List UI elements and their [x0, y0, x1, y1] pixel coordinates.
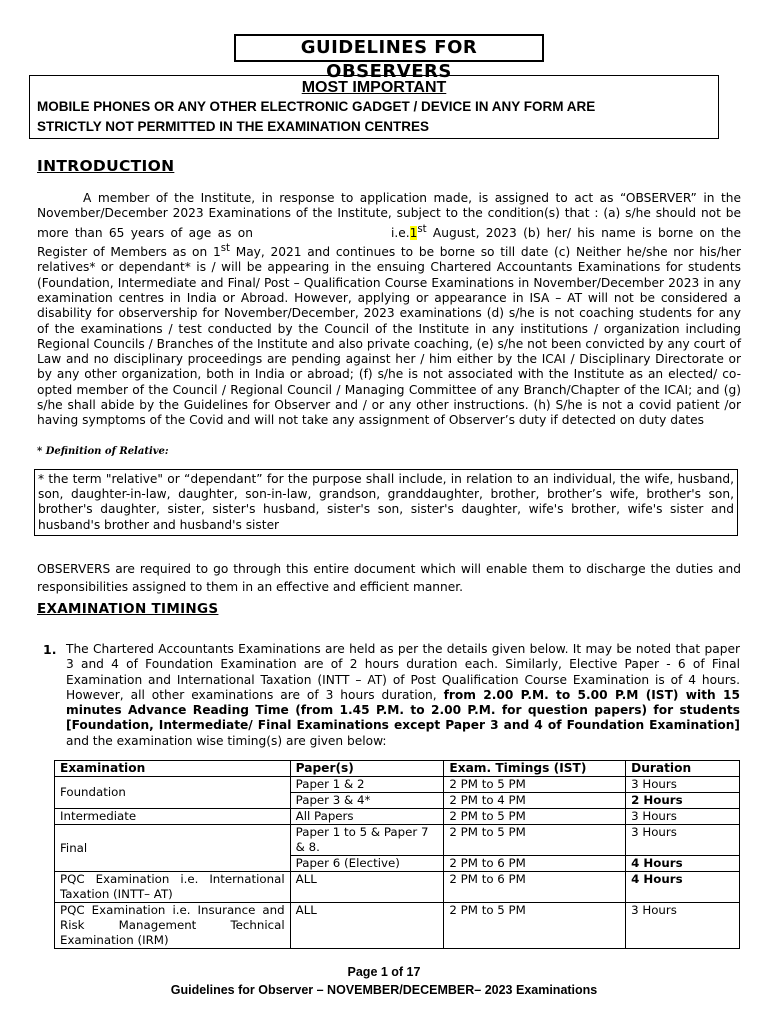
introduction-paragraph	[37, 191, 741, 429]
list-number: 1.	[43, 642, 57, 657]
timings-paragraph	[66, 642, 740, 749]
cell-duration: 3 Hours	[626, 825, 740, 856]
cell-paper: Paper 6 (Elective)	[290, 856, 444, 872]
cell-exam: Final	[55, 825, 291, 872]
cell-paper: ALL	[290, 903, 444, 949]
cell-paper: Paper 3 & 4*	[290, 793, 444, 809]
cell-duration: 3 Hours	[626, 777, 740, 793]
cell-duration: 2 Hours	[626, 793, 740, 809]
notice-line-2: STRICTLY NOT PERMITTED IN THE EXAMINATION CENTRES	[37, 119, 430, 134]
intro-text-3: August, 2023 (b) her/ his name is borne on the Register of Members as on 1	[37, 225, 741, 260]
page-number: Page 1 of 17	[347, 965, 421, 979]
cell-timing: 2 PM to 5 PM	[444, 777, 626, 793]
cell-timing: 2 PM to 5 PM	[444, 809, 626, 825]
cell-exam: PQC Examination i.e. Insurance and Risk Management Technical Examination (IRM)	[55, 903, 291, 949]
intro-text-2: i.e.	[390, 225, 410, 240]
header-papers: Paper(s)	[290, 761, 444, 777]
table-header-row	[55, 761, 740, 777]
header-examination: Examination	[55, 761, 291, 777]
cell-timing: 2 PM to 5 PM	[444, 903, 626, 949]
cell-timing: 2 PM to 5 PM	[444, 825, 626, 856]
examination-timings-heading: EXAMINATION TIMINGS	[37, 601, 219, 617]
notice-heading: MOST IMPORTANT	[301, 79, 447, 96]
footer-title: Guidelines for Observer – NOVEMBER/DECEMBER– 2023 Examinations	[170, 983, 598, 997]
definition-label: * Definition of Relative:	[37, 446, 169, 457]
timings-bold-text: from 2.00 P.M. to 5.00 P.M (IST) with 15 minutes Advance Reading Time (from 1.45 P.M. to 2.00 P.M. for question papers) for students [Foundation, Intermediate/ Final Examinations except Paper 3 and 4 of Foundation Examination]	[66, 687, 740, 733]
intro-text-4: May, 2021 and continues to be borne so till date (c) Neither he/she nor his/her relatives* or dependant* is / will be appearing in the ensuing Chartered Accountants Examinations for students (Foundation, Intermediate and Final/ Post – Qualification Course Examinations in November/December 2023 in any examination centres in India or Abroad. However, applying or appearance in ISA – AT will not be considered a disability for observership for November/December, 2023 examinations (d) s/he is not coaching students for any of the examinations / test conducted by the Council of the Institute in any institutions / organization including Regional Councils / Branches of the Institute and also private coaching, (e) s/he not been convicted by any court of Law and no disciplinary proceedings are pending against her / him either by the ICAI / Disciplinary Directorate or by any other organization, both in India or abroad; (f) s/he is not associated with the Institute as an elected/ co-opted member of the Council / Regional Council / Managing Committee of any Branch/Chapter of the ICAI; and (g) s/he shall abide by the Guidelines for Observer and / or any other instructions. (h) S/he is not a covid patient /or having symptoms of the Covid and will not take any assignment of Observer’s duty if detected on duty dates	[37, 245, 741, 428]
cell-exam: PQC Examination i.e. International Taxation (INTT– AT)	[55, 872, 291, 903]
document-title: GUIDELINES FOR OBSERVERS	[234, 34, 544, 62]
introduction-heading: INTRODUCTION	[37, 157, 175, 175]
cell-duration: 3 Hours	[626, 809, 740, 825]
cell-paper: Paper 1 to 5 & Paper 7 & 8.	[290, 825, 444, 856]
timings-text-2: and the examination wise timing(s) are given below:	[66, 733, 387, 748]
cell-timing: 2 PM to 6 PM	[444, 872, 626, 903]
highlighted-date: 1	[409, 225, 418, 240]
cell-duration: 4 Hours	[626, 872, 740, 903]
table-row	[55, 825, 740, 856]
table-row	[55, 809, 740, 825]
observers-paragraph: OBSERVERS are required to go through this entire document which will enable them to discharge the duties and responsibilities assigned to them in an effective and efficient manner.	[37, 562, 741, 594]
definition-box: * the term "relative" or “dependant” for the purpose shall include, in relation to an individual, the wife, husband, son, daughter-in-law, daughter, son-in-law, grandson, granddaughter, brother, brother’s wife, brother's son, brother's daughter, sister, sister's husband, sister's son, sister's daughter, wife's brother, wife's sister and husband's brother and husband's sister	[34, 469, 738, 536]
timings-text-1: The Chartered Accountants Examinations are held as per the details given below. It may be noted that paper 3 and 4 of Foundation Examination are of 2 hours duration each. Similarly, Elective Paper - 6 of Final Examination and International Taxation (INTT – AT) of Post Qualification Course Examination is of 4 hours. However, all other examinations are of 3 hours duration,	[66, 642, 740, 702]
table-row	[55, 872, 740, 903]
table-row	[55, 903, 740, 949]
cell-paper: Paper 1 & 2	[290, 777, 444, 793]
cell-timing: 2 PM to 4 PM	[444, 793, 626, 809]
header-duration: Duration	[626, 761, 740, 777]
cell-paper: All Papers	[290, 809, 444, 825]
superscript-st-2: st	[220, 242, 230, 254]
header-timings: Exam. Timings (IST)	[444, 761, 626, 777]
cell-duration: 4 Hours	[626, 856, 740, 872]
cell-exam: Intermediate	[55, 809, 291, 825]
table-row	[55, 777, 740, 793]
cell-paper: ALL	[290, 872, 444, 903]
exam-timings-table	[54, 760, 740, 949]
cell-timing: 2 PM to 6 PM	[444, 856, 626, 872]
cell-duration: 3 Hours	[626, 903, 740, 949]
notice-line-1: MOBILE PHONES OR ANY OTHER ELECTRONIC GADGET / DEVICE IN ANY FORM ARE	[37, 99, 596, 114]
important-notice-box	[29, 75, 719, 139]
intro-text-1: A member of the Institute, in response to application made, is assigned to act as “OBSERVER” in the November/December 2023 Examinations of the Institute, subject to the condition(s) that : (a) s/he should not be more than 65 years of age as on	[37, 191, 741, 240]
cell-exam: Foundation	[55, 777, 291, 809]
superscript-st: st	[417, 223, 427, 235]
